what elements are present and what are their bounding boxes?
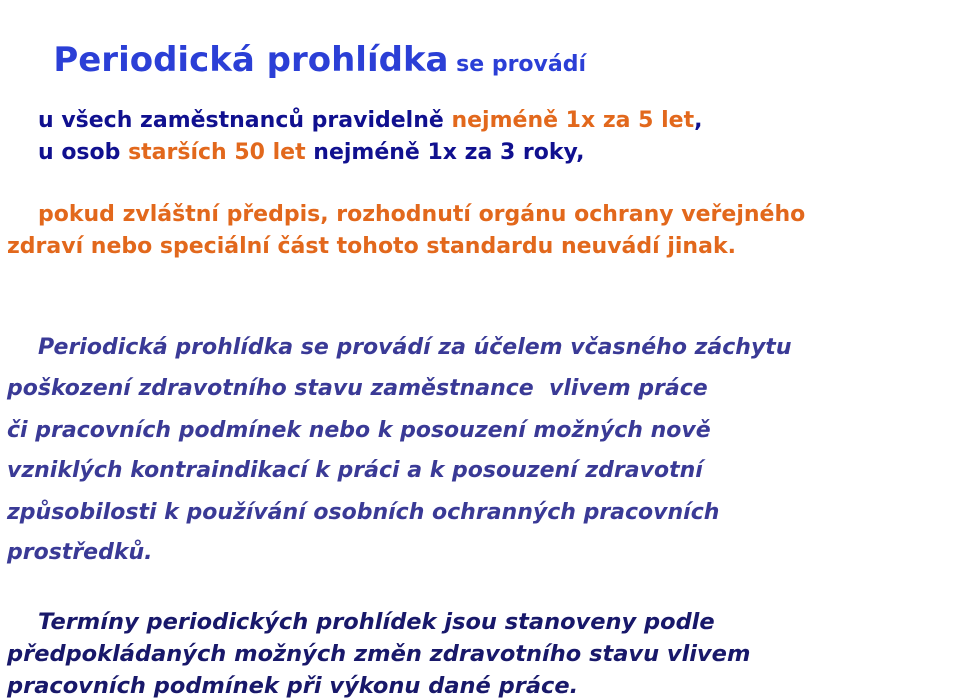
purpose-line-3: či pracovních podmínek nebo k posouzení možných nově <box>7 418 711 443</box>
frequency-line-2-end: nejméně 1x za 3 roky, <box>305 140 585 165</box>
frequency-line-1-highlight: nejméně 1x za 5 let <box>451 108 695 133</box>
purpose-line-2: poškození zdravotního stavu zaměstnance vlivem práce <box>7 376 708 401</box>
frequency-line-1-text: u všech zaměstnanců pravidelně <box>38 108 452 133</box>
purpose-line-5: způsobilosti k používání osobních ochranných pracovních <box>7 500 720 525</box>
frequency-line-2-text: u osob <box>38 140 129 165</box>
purpose-line-1: Periodická prohlídka se provádí za účelem včasného záchytu <box>38 335 792 360</box>
title-sub: se provádí <box>448 52 587 77</box>
purpose-line-6: prostředků. <box>7 540 153 565</box>
title-main: Periodická prohlídka <box>53 40 449 80</box>
schedule-line-3: pracovních podmínek při výkonu dané práce. <box>7 673 579 699</box>
schedule-line-1: Termíny periodických prohlídek jsou stanoveny podle <box>38 609 715 635</box>
frequency-line-2 <box>38 139 585 167</box>
page-title <box>38 0 587 80</box>
schedule-line-2: předpokládaných možných změn zdravotního stavu vlivem <box>7 641 751 667</box>
frequency-line-1-end: , <box>694 108 703 133</box>
frequency-line-1 <box>38 107 702 135</box>
purpose-line-4: vzniklých kontraindikací k práci a k posouzení zdravotní <box>7 458 703 483</box>
frequency-line-2-highlight: starších 50 let <box>128 140 306 165</box>
exception-line-2: zdraví nebo speciální část tohoto standardu neuvádí jinak. <box>7 234 736 259</box>
exception-line-1: pokud zvláštní předpis, rozhodnutí orgánu ochrany veřejného <box>38 202 806 227</box>
